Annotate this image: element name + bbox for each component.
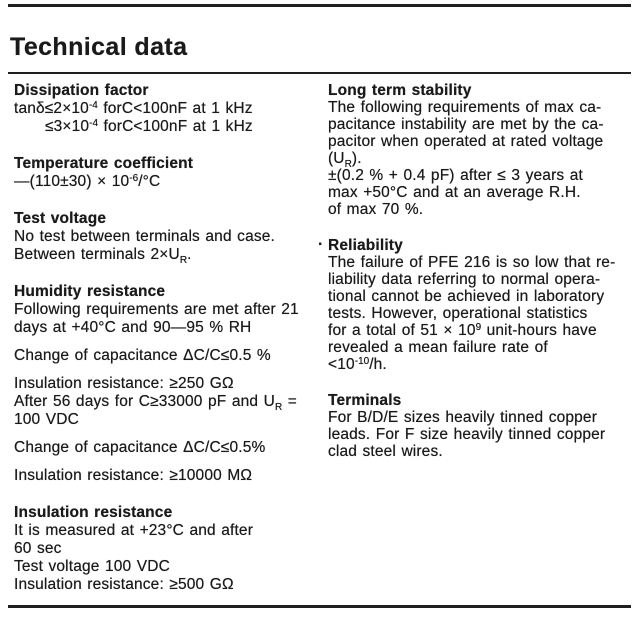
text-line: Change of capacitance ΔC/C≤0.5 % <box>14 347 271 364</box>
text-line: leads. For F size heavily tinned copper <box>328 426 606 443</box>
insulation-resistance-paragraph <box>14 522 318 594</box>
terminals-heading: Terminals <box>328 392 402 409</box>
dissipation-factor-heading: Dissipation factor <box>14 82 149 99</box>
section-dissipation-factor <box>14 82 318 136</box>
humidity-resistance-paragraph <box>14 301 318 337</box>
test-voltage-heading: Test voltage <box>14 210 107 227</box>
text-line: No test between terminals and case. <box>14 228 275 245</box>
terminals-paragraph <box>328 409 632 460</box>
text-line: Between terminals $2\times U_R$. <box>14 246 192 266</box>
top-rule <box>8 4 631 7</box>
text-line: $\le 3\times 10^{-4}$ forC<100nF at 1 kHz <box>45 118 253 135</box>
text-line: pacitor when operated at rated voltage <box>328 133 604 150</box>
humidity-resistance-heading: Humidity resistance <box>14 283 166 300</box>
title-rule <box>8 72 631 74</box>
text-line: of max 70 %. <box>328 201 424 218</box>
text-line: —(110±30) × $10^{-6}/^\circ C$ <box>14 173 161 190</box>
left-column <box>14 82 318 594</box>
humidity-resistance-paragraph <box>14 347 318 365</box>
text-line: clad steel wires. <box>328 443 443 460</box>
section-temperature-coefficient <box>14 155 318 191</box>
text-line: Insulation resistance: ≥500 GΩ <box>14 576 234 593</box>
text-line: $\tan\delta\le 2\times 10^{-4}$ forC<100nF at 1 kHz <box>14 100 253 117</box>
section-terminals <box>328 392 632 460</box>
text-line: pacitance instability are met by the ca- <box>328 116 604 133</box>
text-line: 60 sec <box>14 540 62 557</box>
section-insulation-resistance <box>14 504 318 594</box>
text-line: days at +40°C and 90—95 % RH <box>14 319 252 336</box>
text-line: Insulation resistance: ≥250 GΩ <box>14 375 234 392</box>
humidity-resistance-paragraph <box>14 467 318 485</box>
text-line: It is measured at +23°C and after <box>14 522 254 539</box>
text-line: liability data referring to normal opera- <box>328 271 601 288</box>
dissipation-factor-paragraph <box>14 100 318 136</box>
humidity-resistance-paragraph <box>14 375 318 429</box>
text-line: Insulation resistance: ≥10000 MΩ <box>14 467 253 484</box>
temperature-coefficient-paragraph <box>14 173 318 191</box>
text-line: The following requirements of max ca- <box>328 99 602 116</box>
text-line: for a total of $51 \times 10^9$ unit-hours have <box>328 322 597 339</box>
text-line: For B/D/E sizes heavily tinned copper <box>328 409 598 426</box>
reliability-heading: Reliability · <box>318 236 403 254</box>
text-line: Following requirements are met after 21 <box>14 301 299 318</box>
bullet-dot: · <box>318 236 324 253</box>
reliability-paragraph <box>328 254 632 373</box>
test-voltage-paragraph <box>14 228 318 264</box>
section-test-voltage <box>14 210 318 264</box>
humidity-resistance-paragraph <box>14 439 318 457</box>
text-line: After 56 days for C≥33000 pF and $U_R$ = <box>14 393 297 413</box>
text-line: tional cannot be achieved in laboratory <box>328 288 605 305</box>
temperature-coefficient-heading: Temperature coefficient <box>14 155 194 172</box>
text-line: $<10^{-10}/h$. <box>328 356 387 373</box>
long-term-stability-paragraph <box>328 99 632 218</box>
text-line: tests. However, operational statistics <box>328 305 588 322</box>
text-line: 100 VDC <box>14 411 79 428</box>
text-line: Change of capacitance ΔC/C≤0.5% <box>14 439 266 456</box>
section-reliability <box>318 236 632 373</box>
text-line: Test voltage 100 VDC <box>14 558 170 575</box>
section-long-term-stability <box>328 82 632 218</box>
page-title: Technical data <box>10 33 188 61</box>
right-column <box>318 82 632 460</box>
bottom-rule <box>8 605 631 608</box>
text-line: max +50°C and at an average R.H. <box>328 184 581 201</box>
section-humidity-resistance <box>14 283 318 485</box>
text-line: The failure of PFE 216 is so low that re- <box>328 254 616 271</box>
long-term-stability-heading: Long term stability <box>328 82 472 99</box>
text-line: revealed a mean failure rate of <box>328 339 548 356</box>
text-line: $(U_R)$. <box>328 150 362 170</box>
insulation-resistance-heading: Insulation resistance <box>14 504 173 521</box>
text-line: ±(0.2 % + 0.4 pF) after ≤ 3 years at <box>328 167 583 184</box>
